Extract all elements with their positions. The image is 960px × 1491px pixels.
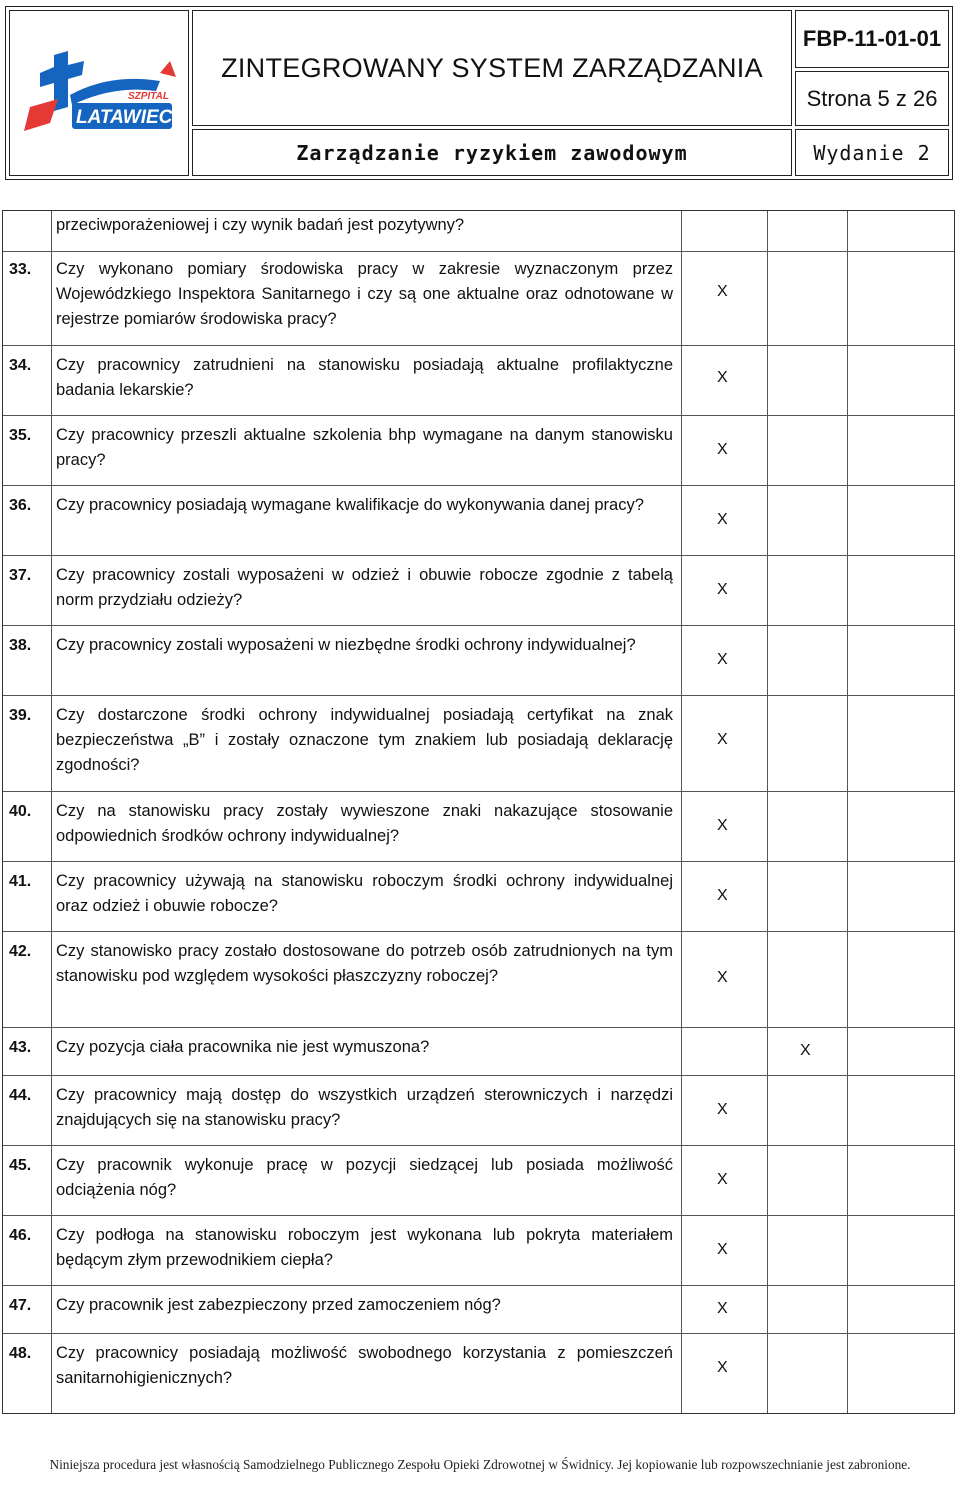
row-divider — [3, 555, 954, 556]
question-number: 35. — [9, 427, 32, 444]
question-number: 44. — [9, 1087, 32, 1104]
question-number: 42. — [9, 943, 32, 960]
svg-text:LATAWIEC: LATAWIEC — [76, 107, 173, 128]
question-text: Czy pracownicy zostali wyposażeni w odzież i obuwie robocze zgodnie z tabelą norm przydziału odzieży? — [56, 566, 673, 609]
question-number: 43. — [9, 1039, 32, 1056]
row-divider — [3, 1145, 954, 1146]
question-text: Czy dostarczone środki ochrony indywidualnej posiadają certyfikat na znak bezpieczeństwa „B” i zostały oznaczone tym znakiem lub posiadają deklarację zgodności? — [56, 706, 673, 774]
question-number: 33. — [9, 261, 32, 278]
question-number: 45. — [9, 1157, 32, 1174]
answer-mark: X — [717, 969, 728, 986]
question-number: 48. — [9, 1345, 32, 1362]
row-divider — [3, 1333, 954, 1334]
row-divider — [3, 791, 954, 792]
document-subtitle: Zarządzanie ryzykiem zawodowym — [192, 129, 792, 176]
question-text: Czy pracownicy mają dostęp do wszystkich urządzeń sterowniczych i narzędzi znajdujących się na stanowisku pracy? — [56, 1086, 673, 1129]
hospital-logo — [9, 10, 189, 176]
row-divider — [3, 415, 954, 416]
column-divider — [767, 211, 768, 1413]
question-number: 46. — [9, 1227, 32, 1244]
copyright-footer: Niniejsza procedura jest własnością Samodzielnego Publicznego Zespołu Opieki Zdrowotnej w Świdnicy. Jej kopiowanie lub rozpowszechnianie jest zabronione. — [49, 1457, 911, 1472]
question-text: przeciwporażeniowej i czy wynik badań jest pozytywny? — [56, 216, 465, 234]
answer-mark: X — [717, 887, 728, 904]
question-text: Czy podłoga na stanowisku roboczym jest wykonana lub pokryta materiałem będącym złym przewodnikiem ciepła? — [56, 1226, 673, 1269]
answer-mark: X — [717, 1359, 728, 1376]
answer-mark: X — [717, 817, 728, 834]
question-number: 36. — [9, 497, 32, 514]
question-text: Czy pracownicy zostali wyposażeni w niezbędne środki ochrony indywidualnej? — [56, 636, 636, 654]
question-text: Czy stanowisko pracy zostało dostosowane do potrzeb osób zatrudnionych na tym stanowisku pod względem wysokości płaszczyzny roboczej? — [56, 942, 673, 985]
system-title: ZINTEGROWANY SYSTEM ZARZĄDZANIA — [192, 10, 792, 126]
row-divider — [3, 345, 954, 346]
answer-mark: X — [717, 1241, 728, 1258]
question-text: Czy pozycja ciała pracownika nie jest wymuszona? — [56, 1038, 430, 1056]
question-number: 40. — [9, 803, 32, 820]
answer-mark: X — [717, 1171, 728, 1188]
row-divider — [3, 931, 954, 932]
question-number: 34. — [9, 357, 32, 374]
row-divider — [3, 695, 954, 696]
column-divider — [681, 211, 682, 1413]
page-indicator: Strona 5 z 26 — [795, 71, 949, 126]
question-number: 47. — [9, 1297, 32, 1314]
column-divider — [847, 211, 848, 1413]
answer-mark: X — [717, 511, 728, 528]
question-text: Czy pracownicy posiadają wymagane kwalifikacje do wykonywania danej pracy? — [56, 496, 644, 514]
question-text: Czy pracownicy posiadają możliwość swobodnego korzystania z pomieszczeń sanitarnohigienicznych? — [56, 1344, 673, 1387]
row-divider — [3, 1285, 954, 1286]
document-header — [5, 6, 953, 180]
row-divider — [3, 485, 954, 486]
answer-mark: X — [717, 369, 728, 386]
question-number: 41. — [9, 873, 32, 890]
edition-label: Wydanie 2 — [795, 129, 949, 176]
row-divider — [3, 625, 954, 626]
answer-mark: X — [717, 1300, 728, 1317]
document-code: FBP-11-01-01 — [795, 10, 949, 68]
question-text: Czy pracownicy używają na stanowisku roboczym środki ochrony indywidualnej oraz odzież i obuwie robocze? — [56, 872, 673, 915]
answer-mark: X — [717, 1101, 728, 1118]
checklist-table — [2, 210, 955, 1414]
question-text: Czy pracownicy zatrudnieni na stanowisku posiadają aktualne profilaktyczne badania lekarskie? — [56, 356, 673, 399]
question-text: Czy pracownicy przeszli aktualne szkolenia bhp wymagane na danym stanowisku pracy? — [56, 426, 673, 469]
answer-mark: X — [717, 731, 728, 748]
question-text: Czy na stanowisku pracy zostały wywieszone znaki nakazujące stosowanie odpowiednich środków ochrony indywidualnej? — [56, 802, 673, 845]
row-divider — [3, 1215, 954, 1216]
row-divider — [3, 251, 954, 252]
column-divider — [51, 211, 52, 1413]
answer-mark: X — [800, 1042, 811, 1059]
latawiec-logo-icon — [10, 11, 186, 171]
question-text: Czy pracownik wykonuje pracę w pozycji siedzącej lub posiada możliwość odciążenia nóg? — [56, 1156, 673, 1199]
question-text: Czy pracownik jest zabezpieczony przed zamoczeniem nóg? — [56, 1296, 501, 1314]
row-divider — [3, 1027, 954, 1028]
row-divider — [3, 861, 954, 862]
question-number: 37. — [9, 567, 32, 584]
answer-mark: X — [717, 581, 728, 598]
question-number: 39. — [9, 707, 32, 724]
svg-text:SZPITAL: SZPITAL — [128, 91, 169, 102]
answer-mark: X — [717, 441, 728, 458]
answer-mark: X — [717, 283, 728, 300]
question-text: Czy wykonano pomiary środowiska pracy w zakresie wyznaczonym przez Wojewódzkiego Inspektora Sanitarnego i czy są one aktualne oraz odnotowane w rejestrze pomiarów środowiska pracy? — [56, 260, 673, 328]
answer-mark: X — [717, 651, 728, 668]
question-number: 38. — [9, 637, 32, 654]
row-divider — [3, 1075, 954, 1076]
